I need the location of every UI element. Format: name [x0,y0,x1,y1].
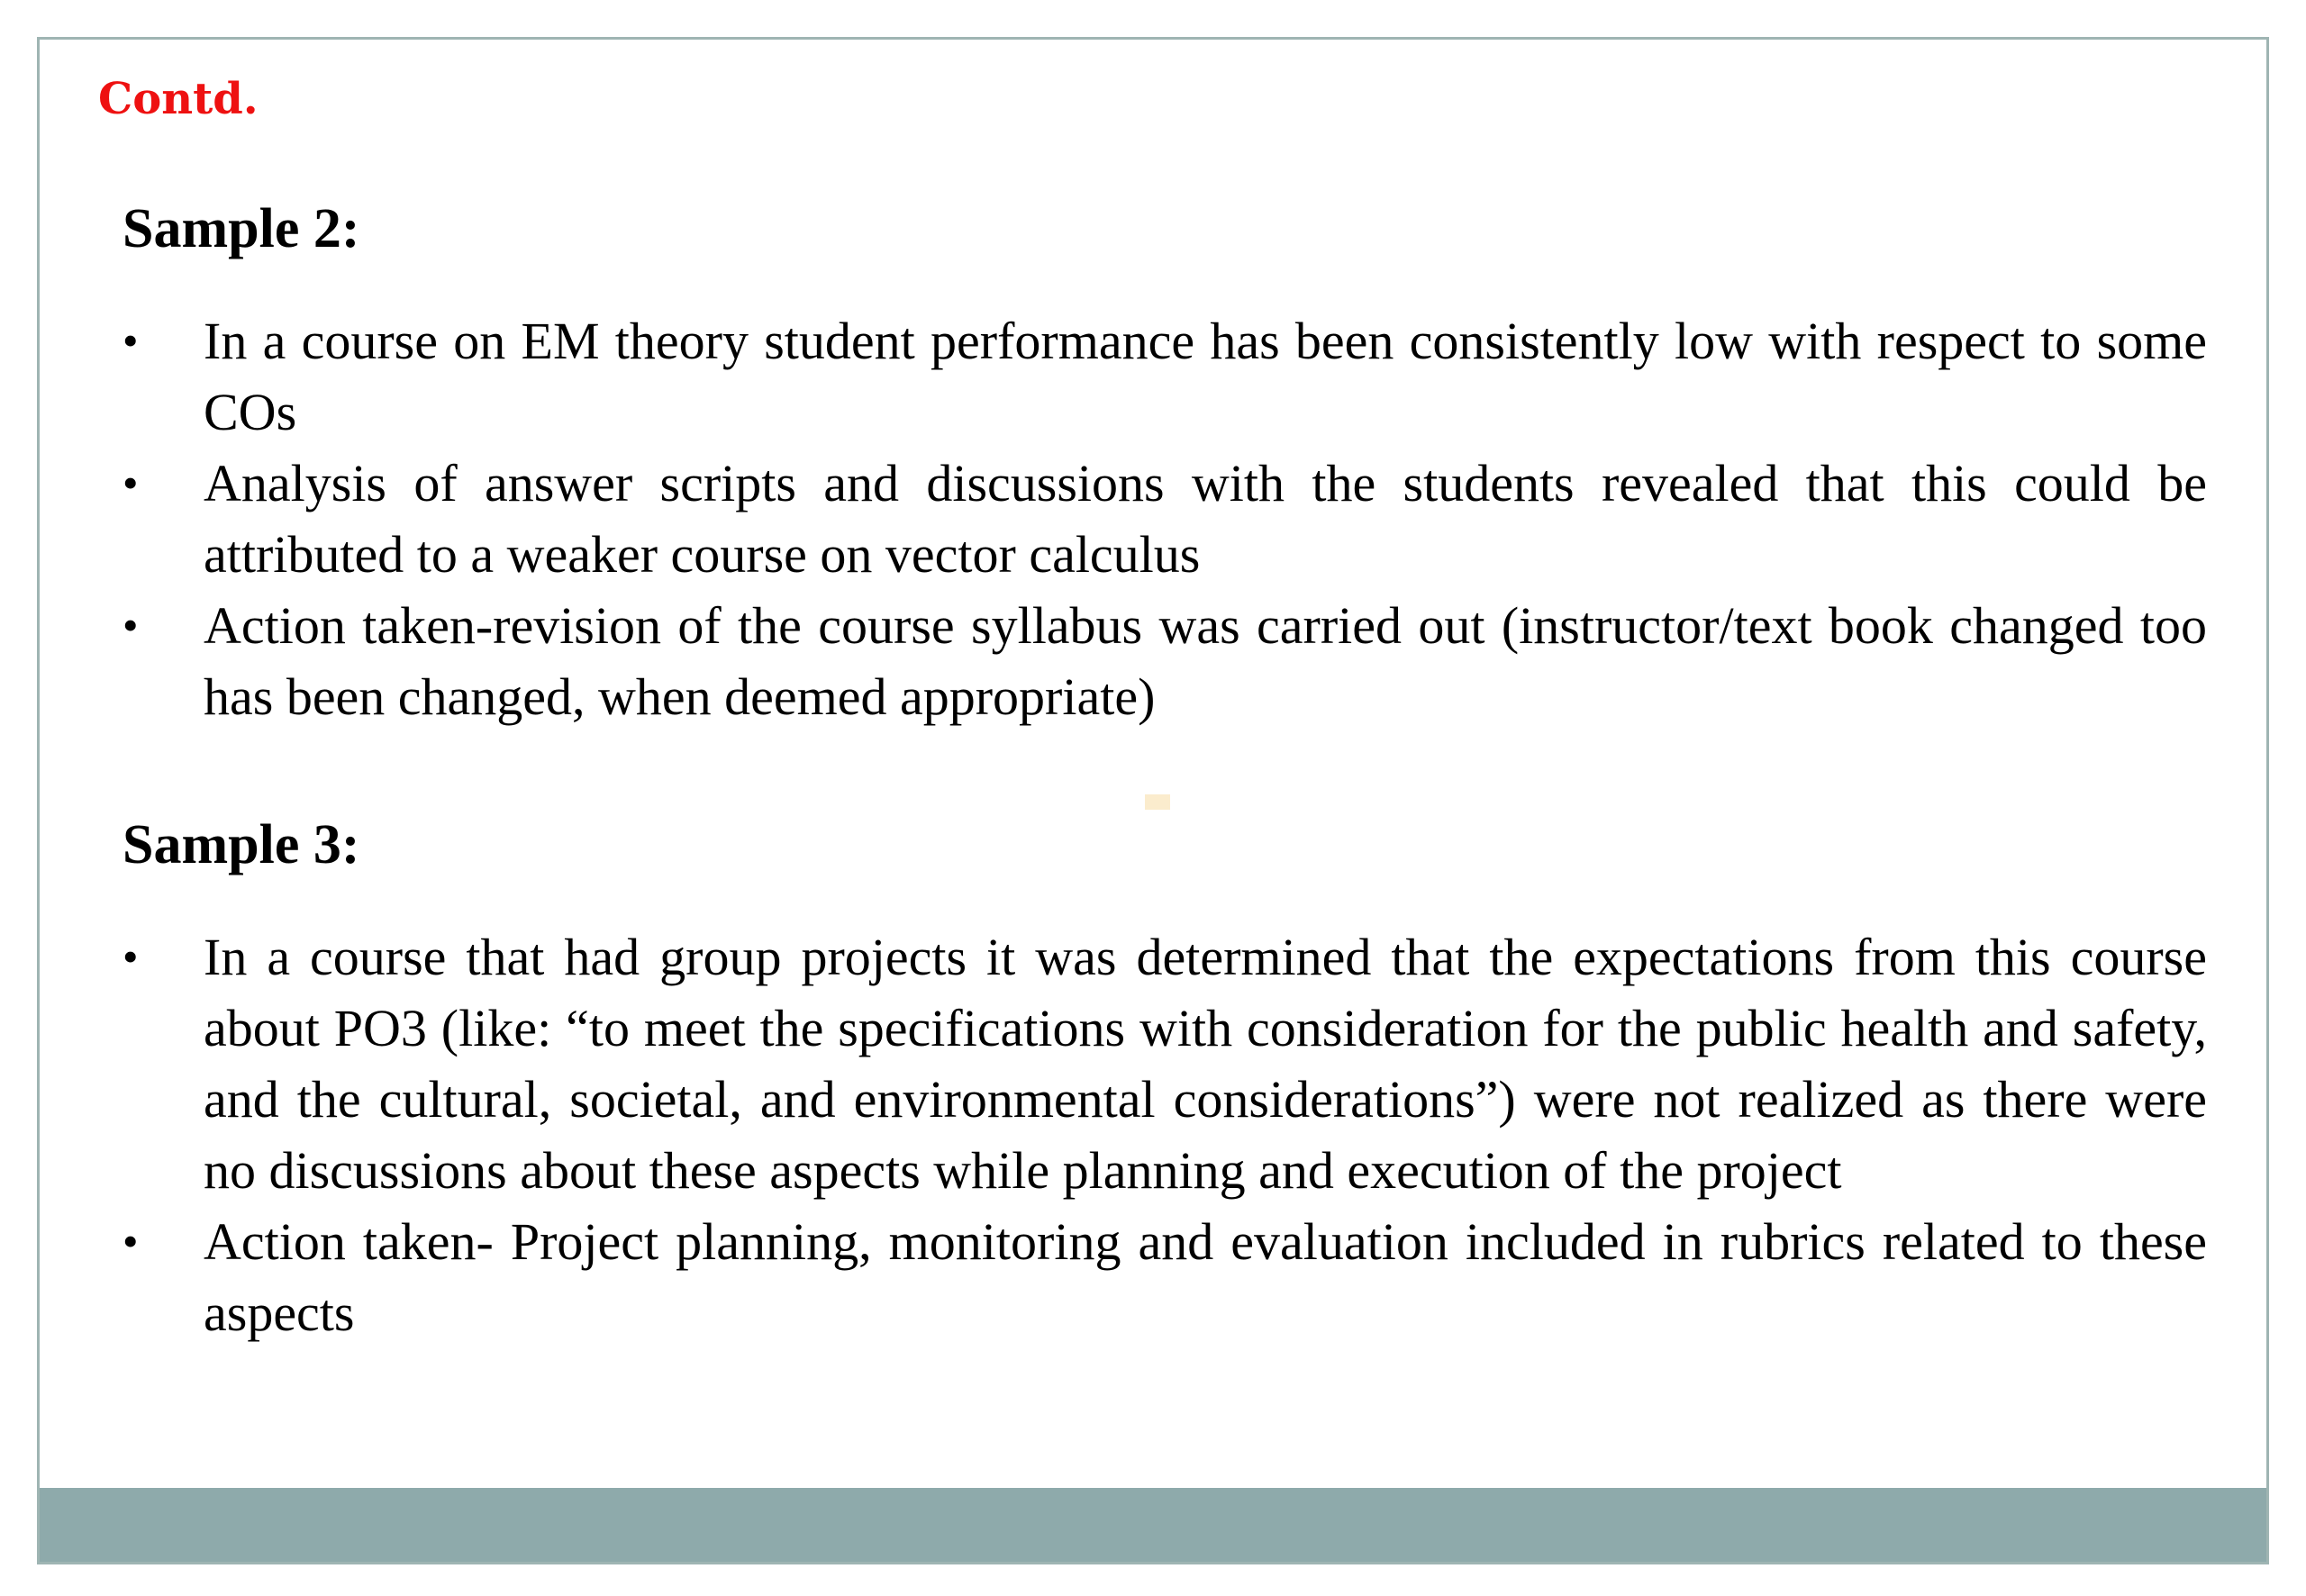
bullet-text: In a course that had group projects it was determined that the expectations from this course about PO3 (like: “to meet the specifications with consideration for the public health and safety, and the cultural, societal, and environmental considerations”) were not realized as there were no discussions about these aspects while planning and execution of the project [204,928,2207,1200]
sample-3-bullet-list [123,921,2207,1348]
footer-bar [40,1488,2266,1562]
section-heading-sample-2: Sample 2: [123,198,360,259]
slide [37,37,2269,1564]
bullet-text: Action taken-revision of the course syllabus was carried out (instructor/text book changed too has been changed, when deemed appropriate) [204,596,2207,726]
bullet-item [123,1206,2207,1348]
bullet-icon: • [123,600,139,650]
slide-content [123,193,2207,1348]
bullet-icon: • [123,458,139,508]
bullet-icon: • [123,931,139,982]
bullet-icon: • [123,315,139,366]
bullet-item [123,448,2207,590]
bullet-item [123,305,2207,448]
sample-2-bullet-list [123,305,2207,732]
bullet-icon: • [123,1216,139,1266]
bullet-text: In a course on EM theory student performance has been consistently low with respect to some COs [204,312,2207,441]
section-heading-sample-3: Sample 3: [123,814,360,875]
bullet-item [123,590,2207,732]
bullet-item [123,921,2207,1206]
bullet-text: Action taken- Project planning, monitoring and evaluation included in rubrics related to these aspects [204,1212,2207,1342]
contd-label: Contd. [98,74,259,124]
bullet-text: Analysis of answer scripts and discussions with the students revealed that this could be attributed to a weaker course on vector calculus [204,454,2207,584]
